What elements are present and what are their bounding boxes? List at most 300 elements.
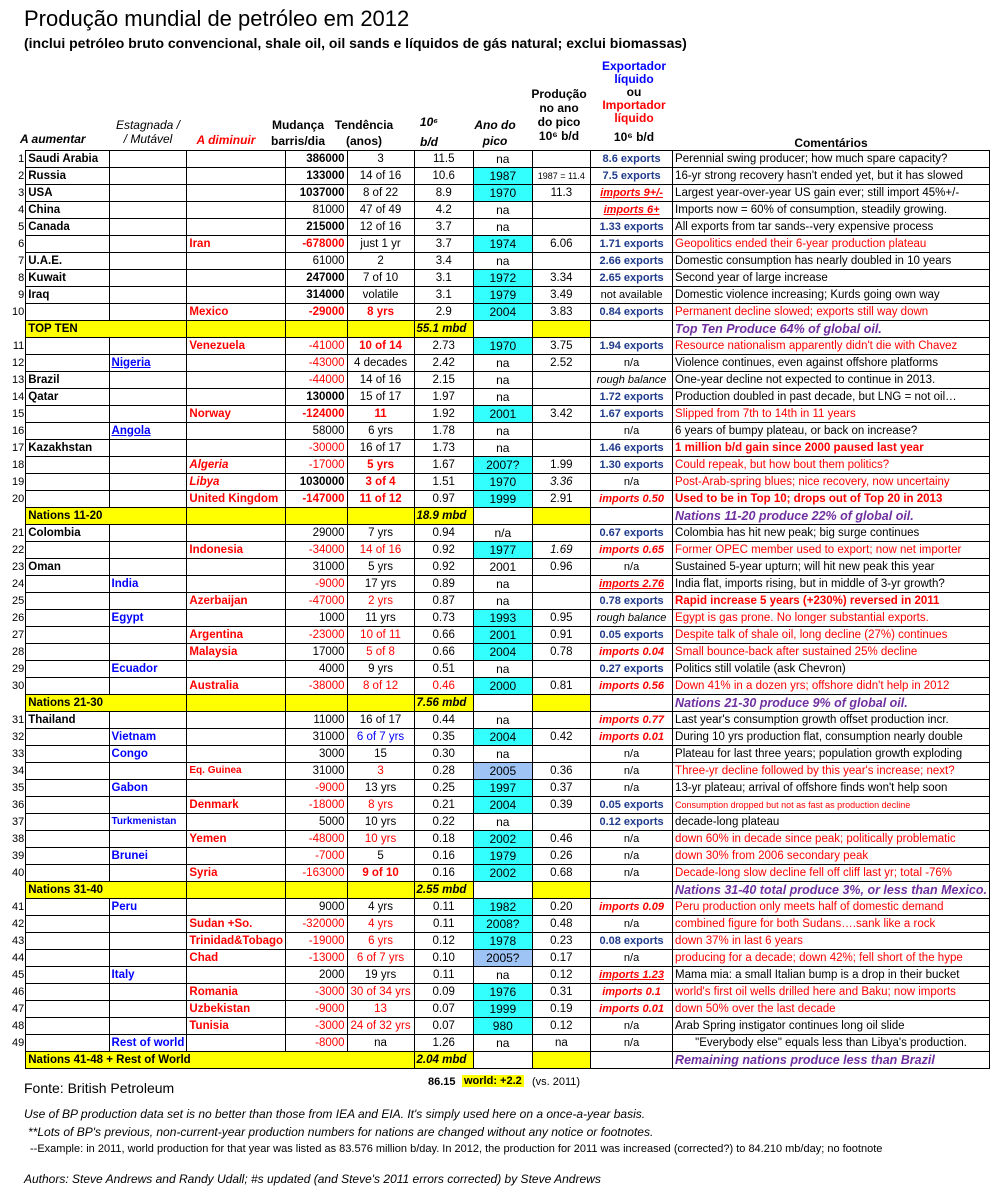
comment: Arab Spring instigator continues long oil slide — [673, 1018, 990, 1035]
table-row — [10, 865, 990, 882]
change-value: 81000 — [286, 202, 347, 219]
country-name: Tunisia — [187, 1018, 286, 1035]
summary-cell — [591, 695, 673, 712]
source-note: Fonte: British Petroleum — [24, 1080, 175, 1096]
peak-production — [532, 746, 590, 763]
trend-value: 11 yrs — [347, 610, 414, 627]
row-number: 36 — [12, 799, 25, 811]
production-value: 0.11 — [414, 967, 473, 984]
row-number: 49 — [12, 1037, 25, 1049]
trend-value: 16 of 17 — [347, 712, 414, 729]
empty-cell — [26, 644, 109, 661]
change-value: 31000 — [286, 559, 347, 576]
comment: Post-Arab-spring blues; nice recovery, now uncertainy — [673, 474, 990, 491]
peak-production: 1.99 — [532, 457, 590, 474]
production-value: 0.46 — [414, 678, 473, 695]
country-name: Brunei — [109, 848, 187, 865]
trend-value: 7 of 10 — [347, 270, 414, 287]
country-name: Libya — [187, 474, 286, 491]
table-row — [10, 627, 990, 644]
peak-year: 1979 — [473, 848, 532, 865]
table-row — [10, 185, 990, 202]
peak-year: na — [473, 423, 532, 440]
country-name: Italy — [109, 967, 187, 984]
table-row — [10, 814, 990, 831]
note-2: **Lots of BP's previous, non-current-year production numbers for nations are changed without any notice or footnotes. — [28, 1125, 654, 1139]
change-value: 5000 — [286, 814, 347, 831]
export-status: 0.78 exports — [591, 593, 673, 610]
empty-cell — [109, 372, 187, 389]
country-name: Eq. Guinea — [187, 763, 286, 780]
peak-production — [532, 712, 590, 729]
empty-cell — [26, 831, 109, 848]
country-name: Uzbekistan — [187, 1001, 286, 1018]
trend-value: 5 yrs — [347, 457, 414, 474]
country-name: Mexico — [187, 304, 286, 321]
change-value: 130000 — [286, 389, 347, 406]
empty-cell — [109, 304, 187, 321]
country-name: Romania — [187, 984, 286, 1001]
production-value: 2.9 — [414, 304, 473, 321]
empty-cell — [187, 576, 286, 593]
empty-cell — [109, 831, 187, 848]
trend-value: 5 — [347, 848, 414, 865]
peak-year: 1997 — [473, 780, 532, 797]
export-status: n/a — [591, 559, 673, 576]
production-value: 0.25 — [414, 780, 473, 797]
comment: world's first oil wells drilled here and Baku; now imports — [673, 984, 990, 1001]
empty-cell — [187, 270, 286, 287]
empty-cell — [109, 202, 187, 219]
export-status: imports 9+/- — [591, 185, 673, 202]
empty-cell — [109, 389, 187, 406]
country-name: Trinidad&Tobago — [187, 933, 286, 950]
trend-value: 10 of 11 — [347, 627, 414, 644]
peak-production: 0.96 — [532, 559, 590, 576]
peak-year: na — [473, 661, 532, 678]
country-name: Indonesia — [187, 542, 286, 559]
row-number: 17 — [12, 442, 25, 454]
row-number: 18 — [12, 459, 25, 471]
world-vs: (vs. 2011) — [532, 1076, 581, 1088]
row-number: 16 — [12, 425, 25, 437]
summary-cell — [591, 321, 673, 338]
row-number: 26 — [12, 612, 25, 624]
row-number — [10, 1052, 26, 1069]
empty-cell — [187, 525, 286, 542]
comment: down 50% over the last decade — [673, 1001, 990, 1018]
empty-cell — [109, 338, 187, 355]
comment: Former OPEC member used to export; now net importer — [673, 542, 990, 559]
table-row — [10, 423, 990, 440]
table-row — [10, 780, 990, 797]
export-status: not available — [591, 287, 673, 304]
empty-cell — [26, 627, 109, 644]
export-status: 0.27 exports — [591, 661, 673, 678]
header-comments: Comentários — [794, 136, 868, 150]
table-row — [10, 644, 990, 661]
production-value: 1.26 — [414, 1035, 473, 1052]
empty-cell — [26, 729, 109, 746]
export-status: 0.12 exports — [591, 814, 673, 831]
row-number: 20 — [12, 493, 25, 505]
trend-value: 13 — [347, 1001, 414, 1018]
empty-cell — [26, 899, 109, 916]
change-value: 2000 — [286, 967, 347, 984]
country-name: Saudi Arabia — [26, 151, 109, 168]
header-peak-year: Ano do pico — [474, 118, 516, 148]
empty-cell — [26, 610, 109, 627]
summary-label: Nations 41-48 + Rest of World — [26, 1052, 414, 1069]
empty-cell — [26, 933, 109, 950]
trend-value: 19 yrs — [347, 967, 414, 984]
production-value: 2.15 — [414, 372, 473, 389]
world-total: 86.15 — [428, 1076, 456, 1088]
table-row — [10, 831, 990, 848]
change-value: -8000 — [286, 1035, 347, 1052]
summary-row — [10, 321, 990, 338]
production-value: 0.11 — [414, 899, 473, 916]
row-number: 8 — [18, 272, 25, 284]
empty-cell — [187, 355, 286, 372]
row-number: 19 — [12, 476, 25, 488]
change-value: -9000 — [286, 780, 347, 797]
empty-cell — [109, 219, 187, 236]
summary-total: 7.56 mbd — [414, 695, 473, 712]
production-value: 0.18 — [414, 831, 473, 848]
summary-cell — [473, 1052, 532, 1069]
table-row — [10, 338, 990, 355]
production-value: 3.7 — [414, 236, 473, 253]
table-row — [10, 797, 990, 814]
peak-production: 0.12 — [532, 967, 590, 984]
empty-cell — [26, 763, 109, 780]
table-row — [10, 729, 990, 746]
trend-value: na — [347, 1035, 414, 1052]
empty-cell — [187, 202, 286, 219]
summary-cell — [473, 508, 532, 525]
production-value: 0.89 — [414, 576, 473, 593]
empty-cell — [26, 967, 109, 984]
summary-cell — [532, 882, 590, 899]
summary-cell — [187, 882, 286, 899]
peak-production: 3.75 — [532, 338, 590, 355]
empty-cell — [187, 729, 286, 746]
export-status: 7.5 exports — [591, 168, 673, 185]
export-status: imports 0.01 — [591, 729, 673, 746]
comment: Consumption dropped but not as fast as production decline — [673, 797, 990, 814]
change-value: -9000 — [286, 1001, 347, 1018]
row-number: 12 — [12, 357, 25, 369]
table-row — [10, 287, 990, 304]
country-name: Vietnam — [109, 729, 187, 746]
production-value: 0.44 — [414, 712, 473, 729]
row-number: 29 — [12, 663, 25, 675]
trend-value: 2 — [347, 253, 414, 270]
table-row — [10, 967, 990, 984]
production-value: 0.66 — [414, 627, 473, 644]
peak-production — [532, 219, 590, 236]
peak-production — [532, 576, 590, 593]
change-value: 1037000 — [286, 185, 347, 202]
row-number: 13 — [12, 374, 25, 386]
peak-production: 0.17 — [532, 950, 590, 967]
change-value: 31000 — [286, 729, 347, 746]
row-number: 42 — [12, 918, 25, 930]
change-value: -7000 — [286, 848, 347, 865]
trend-value: 24 of 32 yrs — [347, 1018, 414, 1035]
country-name: Malaysia — [187, 644, 286, 661]
empty-cell — [109, 440, 187, 457]
comment: down 60% in decade since peak; politically problematic — [673, 831, 990, 848]
peak-production: 0.37 — [532, 780, 590, 797]
peak-year: 2002 — [473, 865, 532, 882]
empty-cell — [26, 236, 109, 253]
change-value: 215000 — [286, 219, 347, 236]
change-value: -3000 — [286, 1018, 347, 1035]
peak-year: na — [473, 814, 532, 831]
peak-year: 2004 — [473, 644, 532, 661]
trend-value: 9 yrs — [347, 661, 414, 678]
production-value: 0.94 — [414, 525, 473, 542]
change-value: -13000 — [286, 950, 347, 967]
table-row — [10, 712, 990, 729]
production-value: 0.07 — [414, 1018, 473, 1035]
peak-year: 1972 — [473, 270, 532, 287]
change-value: -43000 — [286, 355, 347, 372]
comment: Violence continues, even against offshore platforms — [673, 355, 990, 372]
table-row — [10, 270, 990, 287]
peak-production: 3.49 — [532, 287, 590, 304]
comment: Imports now = 60% of consumption, steadily growing. — [673, 202, 990, 219]
trend-value: 14 of 16 — [347, 372, 414, 389]
row-number — [10, 508, 26, 525]
peak-year: 1999 — [473, 1001, 532, 1018]
production-value: 0.16 — [414, 865, 473, 882]
empty-cell — [109, 593, 187, 610]
peak-production: 0.36 — [532, 763, 590, 780]
peak-production — [532, 202, 590, 219]
comment: Colombia has hit new peak; big surge continues — [673, 525, 990, 542]
comment: Plateau for last three years; population growth exploding — [673, 746, 990, 763]
trend-value: 10 yrs — [347, 831, 414, 848]
peak-year: 2002 — [473, 831, 532, 848]
production-value: 1.67 — [414, 457, 473, 474]
header-exporter: Exportador líquido — [601, 59, 666, 86]
trend-value: 3 — [347, 151, 414, 168]
country-name: Angola — [109, 423, 187, 440]
trend-value: 6 yrs — [347, 423, 414, 440]
summary-cell — [591, 1052, 673, 1069]
export-status: 1.94 exports — [591, 338, 673, 355]
empty-cell — [109, 253, 187, 270]
trend-value: 2 yrs — [347, 593, 414, 610]
comment: Domestic consumption has nearly doubled in 10 years — [673, 253, 990, 270]
peak-production: 0.91 — [532, 627, 590, 644]
summary-row — [10, 1052, 990, 1069]
empty-cell — [26, 338, 109, 355]
production-value: 0.21 — [414, 797, 473, 814]
peak-production — [532, 423, 590, 440]
export-status: 1.72 exports — [591, 389, 673, 406]
production-table — [10, 150, 990, 1069]
empty-cell — [26, 457, 109, 474]
change-value: 29000 — [286, 525, 347, 542]
export-status: n/a — [591, 746, 673, 763]
country-name: Australia — [187, 678, 286, 695]
summary-comment: Nations 11-20 produce 22% of global oil. — [673, 508, 990, 525]
trend-value: 10 yrs — [347, 814, 414, 831]
export-status: 2.65 exports — [591, 270, 673, 287]
empty-cell — [187, 1035, 286, 1052]
production-value: 10.6 — [414, 168, 473, 185]
peak-year: 2007? — [473, 457, 532, 474]
export-status: imports 0.77 — [591, 712, 673, 729]
summary-cell — [532, 321, 590, 338]
header-peak-prod: Produção no ano do pico 10⁶ b/d — [531, 87, 587, 143]
empty-cell — [109, 678, 187, 695]
row-number: 22 — [12, 544, 25, 556]
trend-value: 15 — [347, 746, 414, 763]
peak-year: 2004 — [473, 797, 532, 814]
peak-year: 1978 — [473, 933, 532, 950]
change-value: -30000 — [286, 440, 347, 457]
peak-production: 0.48 — [532, 916, 590, 933]
summary-cell — [532, 695, 590, 712]
country-name: Syria — [187, 865, 286, 882]
summary-label: Nations 11-20 — [26, 508, 187, 525]
country-name: Yemen — [187, 831, 286, 848]
peak-year: na — [473, 151, 532, 168]
trend-value: 14 of 16 — [347, 542, 414, 559]
empty-cell — [26, 814, 109, 831]
export-status: 1.71 exports — [591, 236, 673, 253]
trend-value: 6 yrs — [347, 933, 414, 950]
empty-cell — [109, 712, 187, 729]
country-name: Thailand — [26, 712, 109, 729]
comment: Perennial swing producer; how much spare capacity? — [673, 151, 990, 168]
peak-production: 2.52 — [532, 355, 590, 372]
row-number: 27 — [12, 629, 25, 641]
peak-production: 0.12 — [532, 1018, 590, 1035]
summary-cell — [532, 508, 590, 525]
trend-value: 15 of 17 — [347, 389, 414, 406]
production-value: 2.73 — [414, 338, 473, 355]
row-number: 25 — [12, 595, 25, 607]
production-value: 0.35 — [414, 729, 473, 746]
comment: Sustained 5-year upturn; will hit new peak this year — [673, 559, 990, 576]
header-or: ou — [626, 85, 642, 99]
peak-year: 1974 — [473, 236, 532, 253]
empty-cell — [26, 406, 109, 423]
header-exp-unit: 10⁶ b/d — [613, 130, 655, 144]
comment: Despite talk of shale oil, long decline (27%) continues — [673, 627, 990, 644]
table-row — [10, 253, 990, 270]
production-value: 0.97 — [414, 491, 473, 508]
table-row — [10, 1035, 990, 1052]
country-name: India — [109, 576, 187, 593]
trend-value: 17 yrs — [347, 576, 414, 593]
empty-cell — [187, 287, 286, 304]
export-status: 2.66 exports — [591, 253, 673, 270]
change-value: 17000 — [286, 644, 347, 661]
peak-year: 1999 — [473, 491, 532, 508]
country-name: China — [26, 202, 109, 219]
export-status: imports 0.65 — [591, 542, 673, 559]
export-status: rough balance — [591, 372, 673, 389]
table-row — [10, 542, 990, 559]
change-value: -3000 — [286, 984, 347, 1001]
row-number: 43 — [12, 935, 25, 947]
export-status: 1.46 exports — [591, 440, 673, 457]
row-number: 7 — [18, 255, 25, 267]
country-name: Brazil — [26, 372, 109, 389]
production-value: 0.28 — [414, 763, 473, 780]
empty-cell — [26, 474, 109, 491]
peak-year: na — [473, 576, 532, 593]
change-value: 314000 — [286, 287, 347, 304]
peak-year: 2001 — [473, 406, 532, 423]
table-row — [10, 389, 990, 406]
header-stagnant: Estagnada / / Mutável — [115, 118, 181, 146]
note-3: --Example: in 2011, world production for that year was listed as 83.576 million b/day. In 2012, the production for 2011 was increased (corrected?) to 84.210 mb/day; no footnote — [30, 1143, 883, 1155]
empty-cell — [109, 1018, 187, 1035]
summary-label: Nations 21-30 — [26, 695, 187, 712]
table-row — [10, 525, 990, 542]
authors-note: Authors: Steve Andrews and Randy Udall; #s updated (and Steve's 2011 errors corrected) by Steve Andrews — [24, 1172, 601, 1186]
production-value: 8.9 — [414, 185, 473, 202]
row-number: 3 — [18, 187, 25, 199]
country-name: Colombia — [26, 525, 109, 542]
trend-value: 9 of 10 — [347, 865, 414, 882]
trend-value: 12 of 16 — [347, 219, 414, 236]
change-value: -23000 — [286, 627, 347, 644]
country-name: Azerbaijan — [187, 593, 286, 610]
summary-cell — [286, 321, 347, 338]
empty-cell — [109, 406, 187, 423]
comment: decade-long plateau — [673, 814, 990, 831]
peak-production: 11.3 — [532, 185, 590, 202]
production-value: 0.30 — [414, 746, 473, 763]
export-status: 1.30 exports — [591, 457, 673, 474]
row-number: 23 — [12, 561, 25, 573]
peak-production — [532, 525, 590, 542]
change-value: 61000 — [286, 253, 347, 270]
table-row — [10, 304, 990, 321]
country-name: Russia — [26, 168, 109, 185]
change-value: -18000 — [286, 797, 347, 814]
empty-cell — [109, 270, 187, 287]
empty-cell — [109, 185, 187, 202]
summary-total: 2.04 mbd — [414, 1052, 473, 1069]
comment: Could repeak, but how bout them politics? — [673, 457, 990, 474]
peak-production — [532, 814, 590, 831]
peak-production: 0.46 — [532, 831, 590, 848]
trend-value: 4 yrs — [347, 899, 414, 916]
empty-cell — [26, 423, 109, 440]
change-value: -19000 — [286, 933, 347, 950]
trend-value: volatile — [347, 287, 414, 304]
peak-year: 1970 — [473, 474, 532, 491]
export-status: n/a — [591, 865, 673, 882]
trend-value: 14 of 16 — [347, 168, 414, 185]
empty-cell — [109, 984, 187, 1001]
summary-cell — [286, 508, 347, 525]
country-name: Denmark — [187, 797, 286, 814]
table-row — [10, 355, 990, 372]
trend-value: 11 of 12 — [347, 491, 414, 508]
peak-year: na — [473, 202, 532, 219]
